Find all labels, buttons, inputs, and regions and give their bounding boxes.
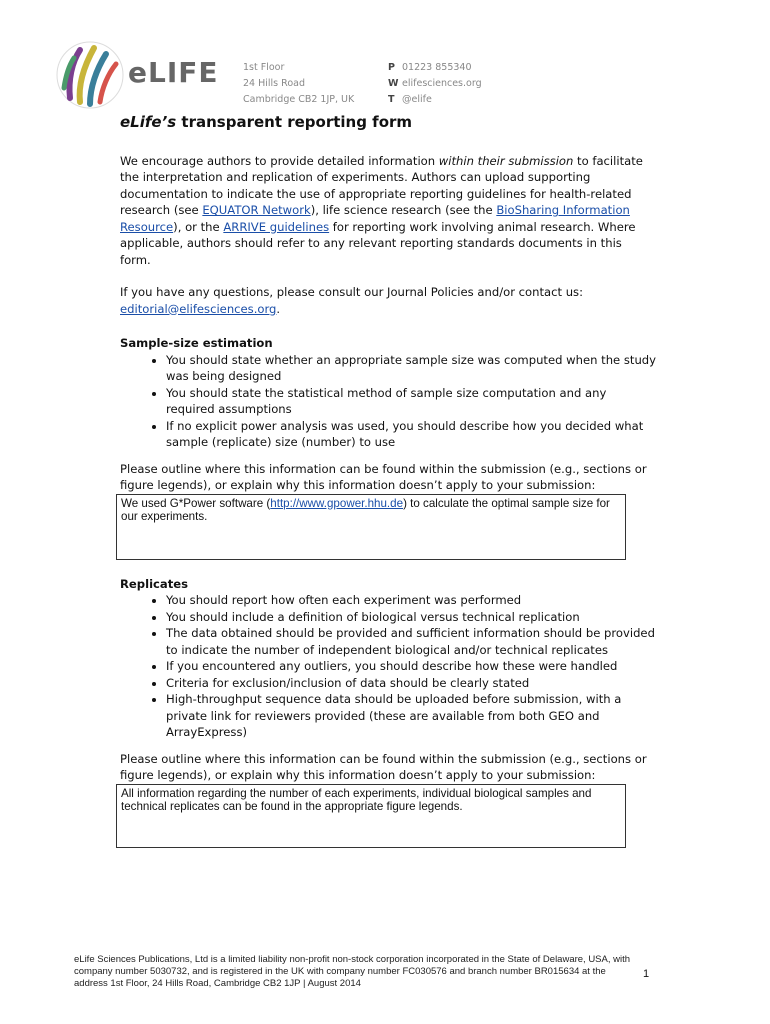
- list-item: • You should state the statistical method of sample size computation and any required assumptions: [166, 385, 656, 418]
- sample-size-list: [120, 352, 656, 451]
- form-content: [120, 114, 656, 848]
- contact-paragraph: If you have any questions, please consult our Journal Policies and/or contact us: editorial@elifesciences.org.: [120, 285, 584, 316]
- page-title: eLife’s transparent reporting form: [120, 113, 413, 131]
- replicates-heading: Replicates: [120, 576, 189, 591]
- contact-phone: P 01223 855340: [388, 62, 472, 73]
- sample-size-heading: Sample-size estimation: [120, 336, 273, 350]
- address-block: [243, 60, 354, 108]
- list-item: • You should include a definition of biological versus technical replication: [166, 609, 656, 626]
- intro-paragraph: We encourage authors to provide detailed information within their submission to facilitate the interpretation and replication of experiments. Authors can upload supporting documentation to indicate the use of appropriate reporting guidelines for health-related research (see EQUATOR Network), life science research (see the BioSharing Information Resource), or the ARRIVE guidelines for reporting work involving animal research. Where applicable, authors should refer to any relevant reporting standards documents in this form.: [120, 153, 643, 267]
- address-line: Cambridge CB2 1JP, UK: [243, 94, 355, 105]
- contact-twitter: T @elife: [388, 94, 432, 105]
- address-line: 1st Floor: [243, 62, 285, 73]
- page-number: 1: [643, 968, 650, 980]
- arrive-link[interactable]: ARRIVE guidelines: [223, 219, 330, 234]
- list-item: • Criteria for exclusion/inclusion of data should be clearly stated: [166, 675, 656, 692]
- contact-block: [388, 60, 482, 108]
- biosharing-link[interactable]: BioSharing Information Resource: [120, 203, 630, 234]
- contact-web: W elifesciences.org: [388, 78, 482, 89]
- replicates-prompt: Please outline where this information can be found within the submission (e.g., sections or figure legends), or explain why this information doesn’t apply to your submission:: [120, 751, 647, 782]
- equator-link[interactable]: EQUATOR Network: [202, 203, 311, 217]
- email-link[interactable]: editorial@elifesciences.org: [120, 301, 277, 316]
- address-line: 24 Hills Road: [243, 78, 305, 89]
- replicates-list: [120, 592, 656, 741]
- list-item: • You should state whether an appropriate sample size was computed when the study was being designed: [166, 352, 656, 385]
- list-item: • If you encountered any outliers, you should describe how these were handled: [166, 658, 656, 675]
- list-item: • The data obtained should be provided and sufficient information should be provided to indicate the number of independent biological and/or technical replicates: [166, 625, 656, 658]
- list-item: • If no explicit power analysis was used, you should describe how you decided what sample (replicate) size (number) to use: [166, 418, 656, 451]
- replicates-answer-field[interactable]: All information regarding the number of each experiments, individual biological samples and technical replicates can be found in the appropriate figure legends.: [116, 784, 626, 848]
- list-item: • You should report how often each experiment was performed: [166, 592, 656, 609]
- list-item: • High-throughput sequence data should be uploaded before submission, with a private link for reviewers provided (these are available from both GEO and ArrayExpress): [166, 691, 656, 741]
- sample-size-answer-field[interactable]: We used G*Power software (http://www.gpower.hhu.de) to calculate the optimal sample size for our experiments.: [116, 494, 626, 560]
- logo-wordmark: eLIFE: [128, 56, 219, 89]
- gpower-link[interactable]: http://www.gpower.hhu.de: [270, 496, 404, 510]
- footer-text: eLife Sciences Publications, Ltd is a limited liability non-profit non-stock corporation incorporated in the State of Delaware, USA, with company number 5030732, and is registered in the UK with company number FC030576 and branch number BR015634 at the address 1st Floor, 24 Hills Road, Cambridge CB2 1JP | August 2014: [74, 954, 631, 989]
- sample-size-prompt: Please outline where this information can be found within the submission (e.g., sections or figure legends), or explain why this information doesn’t apply to your submission:: [120, 461, 647, 492]
